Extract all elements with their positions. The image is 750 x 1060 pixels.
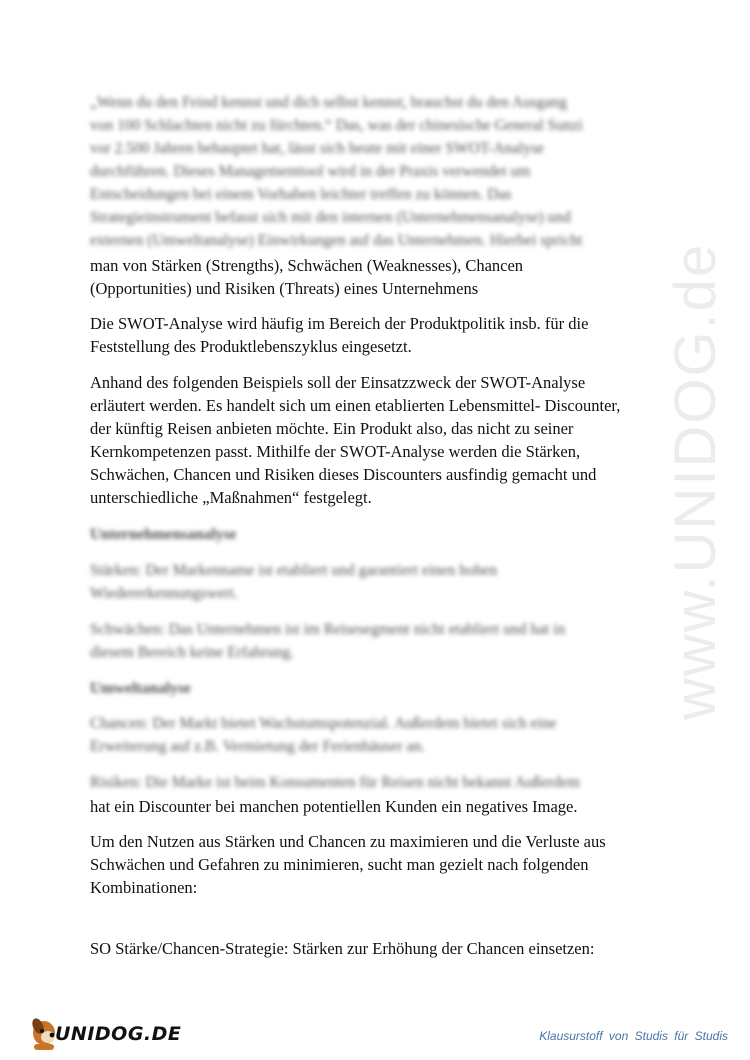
intro-line: Strategieinstrument befasst sich mit den internen (Unternehmensanalyse) und [90, 209, 571, 226]
watermark: www.UNIDOG.de [663, 242, 728, 720]
swot-item-line: Schwächen: Das Unternehmen ist im Reisesegment nicht etabliert und hat in [90, 621, 566, 638]
body-line: Um den Nutzen aus Stärken und Chancen zu maximieren und die Verluste aus [90, 832, 606, 851]
swot-item-line: diesem Bereich keine Erfahrung. [90, 644, 294, 661]
logo-text: UNIDOG.DE [55, 1023, 182, 1045]
intro-line: von 100 Schlachten nicht zu fürchten.“ Das, was der chinesische General Sunzi [90, 117, 583, 134]
body-line: Feststellung des Produktlebenszyklus eingesetzt. [90, 337, 412, 356]
body-line: unterschiedliche „Maßnahmen“ festgelegt. [90, 488, 372, 507]
body-line: Anhand des folgenden Beispiels soll der Einsatzzweck der SWOT-Analyse [90, 373, 586, 392]
swot-item-line: Chancen: Der Markt bietet Wachstumspotenzial. Außerdem bietet sich eine [90, 715, 557, 732]
intro-line: „Wenn du den Feind kennst und dich selbst kennst, brauchst du den Ausgang [90, 94, 568, 111]
section-heading: Umweltanalyse [90, 680, 191, 697]
body-line: Kombinationen: [90, 878, 198, 897]
intro-line: Entscheidungen bei einem Vorhaben leichter treffen zu können. Das [90, 186, 512, 203]
intro-line: (Opportunities) und Risiken (Threats) eines Unternehmens [90, 279, 479, 298]
swot-item-line: Stärken: Der Markenname ist etabliert und garantiert einen hohen [90, 562, 498, 579]
intro-line: man von Stärken (Strengths), Schwächen (Weaknesses), Chancen [90, 256, 524, 275]
swot-item-line: Risiken: Die Marke ist beim Konsumenten für Reisen nicht bekannt Außerdem [90, 774, 580, 791]
intro-line: vor 2.500 Jahren behauptet hat, lässt sich heute mit einer SWOT-Analyse [90, 140, 544, 157]
body-line: Kernkompetenzen passt. Mithilfe der SWOT-Analyse werden die Stärken, [90, 442, 581, 461]
body-line: der künftig Reisen anbieten möchte. Ein Produkt also, das nicht zu seiner [90, 419, 574, 438]
intro-line: durchführen. Dieses Managementtool wird in der Praxis verwendet um [90, 163, 531, 180]
swot-item-line: hat ein Discounter bei manchen potentiellen Kunden ein negatives Image. [90, 797, 578, 816]
body-line: Schwächen und Gefahren zu minimieren, sucht man gezielt nach folgenden [90, 855, 589, 874]
intro-line: externen (Umweltanalyse) Einwirkungen auf das Unternehmen. Hierbei spricht [90, 232, 583, 249]
swot-item-line: Wiedererkennungswert. [90, 585, 238, 602]
swot-item-line: Erweiterung auf z.B. Vermietung der Ferienhäuser an. [90, 738, 425, 755]
body-line: Schwächen, Chancen und Risiken dieses Discounters ausfindig gemacht und [90, 465, 597, 484]
body-line: Die SWOT-Analyse wird häufig im Bereich der Produktpolitik insb. für die [90, 314, 589, 333]
footer-tagline: Klausurstoff von Studis für Studis [539, 1029, 728, 1043]
section-heading: Unternehmensanalyse [90, 526, 237, 543]
so-strategy-line: SO Stärke/Chancen-Strategie: Stärken zur Erhöhung der Chancen einsetzen: [90, 939, 595, 958]
body-line: erläutert werden. Es handelt sich um einen etablierten Lebensmittel- Discounter, [90, 396, 621, 415]
